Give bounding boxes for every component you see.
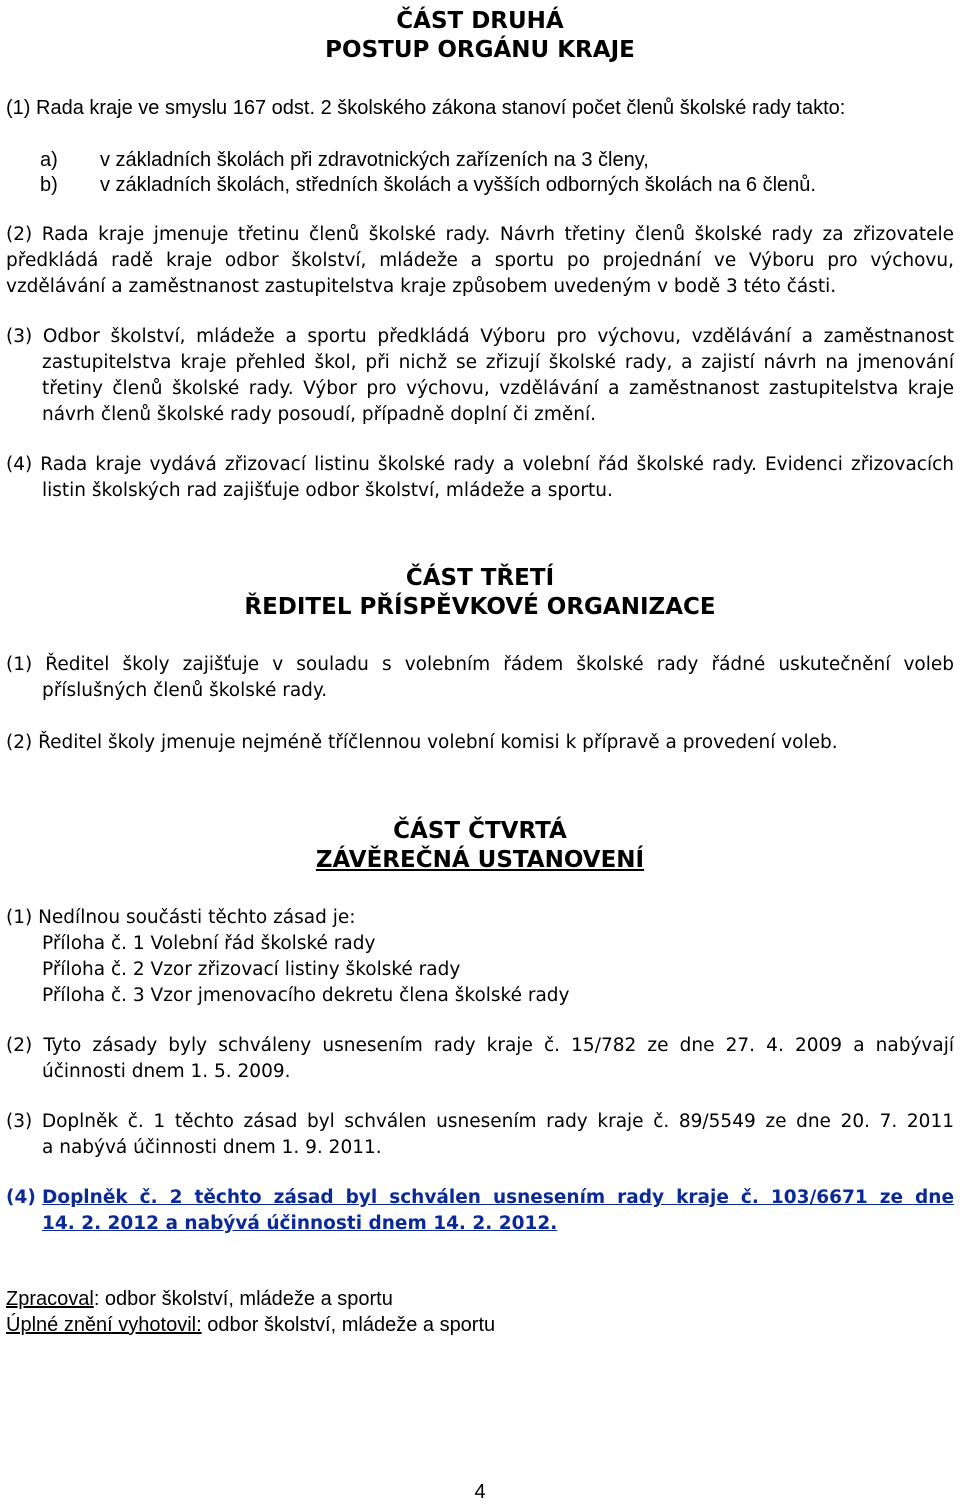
- part2-para2-line1: (2) Rada kraje jmenuje třetinu členů školské rady. Návrh třetiny členů školské rady za zřizovatele: [6, 224, 954, 245]
- part3-para1-line2: příslušných členů školské rady.: [42, 680, 328, 701]
- part3-para2: (2) Ředitel školy jmenuje nejméně tříčlennou volební komisi k přípravě a provedení voleb.: [6, 732, 838, 753]
- full-text-by: [6, 1312, 495, 1338]
- part2-para2-line2: předkládá radě kraje odbor školství, mládeže a sportu po projednání ve Výboru pro výchovu,: [6, 250, 954, 271]
- part2-item-a-marker: a): [40, 149, 58, 171]
- part3-subtitle: ŘEDITEL PŘÍSPĚVKOVÉ ORGANIZACE: [244, 594, 716, 620]
- attachment-2: Příloha č. 2 Vzor zřizovací listiny školské rady: [42, 959, 461, 980]
- part4-para1: (1) Nedílnou součásti těchto zásad je:: [6, 907, 356, 928]
- part4-subtitle: ZÁVĚREČNÁ USTANOVENÍ: [315, 847, 645, 873]
- amendment-2-text-line1[interactable]: Doplněk č. 2 těchto zásad byl schválen usnesením rady kraje č. 103/6671 ze dne: [42, 1187, 954, 1208]
- amendment-2-link-line2[interactable]: [42, 1211, 557, 1237]
- part2-item-b: v základních školách, středních školách a vyšších odborných školách na 6 členů.: [100, 174, 816, 196]
- part3-para1-line1: (1) Ředitel školy zajišťuje v souladu s volebním řádem školské rady řádné uskutečnění voleb: [6, 654, 954, 675]
- part2-title: ČÁST DRUHÁ: [396, 8, 564, 34]
- part4-para2-line1: (2) Tyto zásady byly schváleny usnesením rady kraje č. 15/782 ze dne 27. 4. 2009 a nabývají: [6, 1035, 954, 1056]
- part4-para2-line2: účinnosti dnem 1. 5. 2009.: [42, 1061, 291, 1082]
- part2-para4-line2: listin školských rad zajišťuje odbor školství, mládeže a sportu.: [42, 480, 613, 501]
- part2-item-a: v základních školách při zdravotnických zařízeních na 3 členy,: [100, 149, 649, 171]
- part2-item-b-marker: b): [40, 174, 58, 196]
- part3-title: ČÁST TŘETÍ: [405, 565, 555, 591]
- part2-para3-line2: zastupitelstva kraje přehled škol, při nichž se zřizují školské rady, a zajistí návrh na jmenování: [42, 352, 954, 373]
- part4-para3-line2: a nabývá účinnosti dnem 1. 9. 2011.: [42, 1137, 382, 1158]
- part2-para1: (1) Rada kraje ve smyslu 167 odst. 2 školského zákona stanoví počet členů školské rady takto:: [6, 97, 846, 119]
- prepared-by: [6, 1286, 393, 1312]
- attachment-3: Příloha č. 3 Vzor jmenovacího dekretu člena školské rady: [42, 985, 570, 1006]
- prepared-by-label: Zpracoval: [6, 1288, 94, 1310]
- page-number: 4: [474, 1481, 486, 1503]
- amendment-2-link-line1[interactable]: [42, 1185, 954, 1211]
- part2-para2-line3: vzdělávání a zaměstnanost zastupitelstva kraje způsobem uvedeným v bodě 3 této části.: [6, 276, 837, 297]
- prepared-by-value: : odbor školství, mládeže a sportu: [93, 1288, 393, 1310]
- part4-para3-line1: (3) Doplněk č. 1 těchto zásad byl schválen usnesením rady kraje č. 89/5549 ze dne 20. 7. 2011: [6, 1111, 954, 1132]
- part2-subtitle: POSTUP ORGÁNU KRAJE: [325, 37, 635, 63]
- amendment-2-text-line2[interactable]: 14. 2. 2012 a nabývá účinnosti dnem 14. 2. 2012.: [42, 1213, 558, 1234]
- attachment-1: Příloha č. 1 Volební řád školské rady: [42, 933, 376, 954]
- part2-para3-line4: návrh členů školské rady posoudí, případně doplní či změní.: [42, 404, 596, 425]
- part2-para3-line1: (3) Odbor školství, mládeže a sportu předkládá Výboru pro výchovu, vzdělávání a zaměstnanost: [6, 326, 954, 347]
- part4-title: ČÁST ČTVRTÁ: [393, 818, 567, 844]
- part2-para4-line1: (4) Rada kraje vydává zřizovací listinu školské rady a volební řád školské rady. Evidenci zřizovacích: [6, 454, 954, 475]
- full-text-by-label: Úplné znění vyhotovil:: [6, 1314, 202, 1336]
- full-text-by-value: odbor školství, mládeže a sportu: [201, 1314, 496, 1336]
- part4-para4-number: (4): [6, 1187, 36, 1208]
- part2-para3-line3: třetiny členů školské rady. Výbor pro výchovu, vzdělávání a zaměstnanost zastupitelstva kraje: [42, 378, 954, 399]
